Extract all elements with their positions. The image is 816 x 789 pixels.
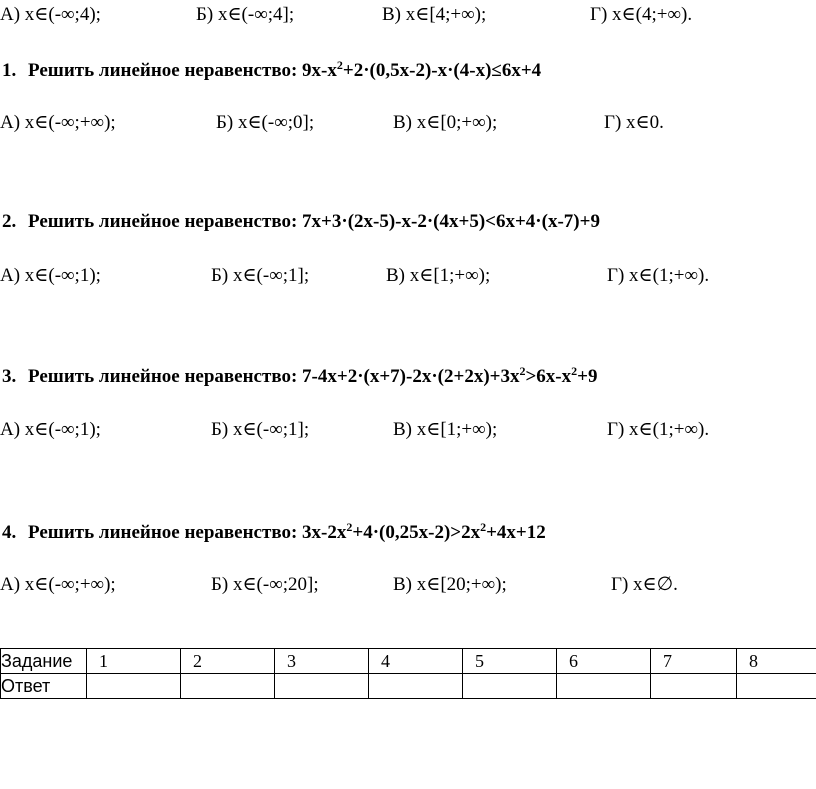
task-number-cell: 2 bbox=[181, 649, 275, 674]
question-number: 4. bbox=[2, 522, 17, 543]
answer-cell[interactable] bbox=[651, 674, 737, 699]
answer-cell[interactable] bbox=[369, 674, 463, 699]
question-text-cont: +4x+12 bbox=[486, 522, 546, 543]
top-option-d: Г) x∈(4;+∞). bbox=[590, 4, 693, 25]
task-label: Задание bbox=[1, 649, 87, 674]
task-number-cell: 1 bbox=[87, 649, 181, 674]
question-text: Решить линейное неравенство: 7-4x+2·(x+7)-2x·(2+2x)+3x bbox=[28, 366, 520, 387]
option-d: Г) x∈∅. bbox=[611, 574, 678, 595]
task-number-cell: 5 bbox=[463, 649, 557, 674]
top-option-b: Б) x∈(-∞;4]; bbox=[196, 4, 295, 25]
option-b: Б) x∈(-∞;0]; bbox=[216, 112, 315, 133]
question-number: 2. bbox=[2, 211, 17, 232]
task-number-cell: 6 bbox=[557, 649, 651, 674]
question-number: 1. bbox=[2, 60, 17, 81]
task-row bbox=[1, 649, 816, 674]
option-a: А) x∈(-∞;1); bbox=[0, 265, 101, 286]
option-c: В) x∈[1;+∞); bbox=[386, 265, 491, 286]
option-c: В) x∈[20;+∞); bbox=[393, 574, 507, 595]
question-1-heading bbox=[2, 60, 541, 82]
answer-cell[interactable] bbox=[181, 674, 275, 699]
option-a: А) x∈(-∞;1); bbox=[0, 419, 101, 440]
option-d: Г) x∈0. bbox=[604, 112, 664, 133]
option-c: В) x∈[0;+∞); bbox=[393, 112, 498, 133]
question-3-heading bbox=[2, 366, 597, 388]
superscript: 2 bbox=[571, 364, 578, 378]
superscript: 2 bbox=[480, 520, 487, 534]
answer-cell[interactable] bbox=[275, 674, 369, 699]
option-b: Б) x∈(-∞;1]; bbox=[211, 265, 310, 286]
superscript: 2 bbox=[336, 58, 343, 72]
question-text-cont: +2·(0,5x-2)-x·(4-x)≤6x+4 bbox=[342, 60, 542, 81]
task-number-cell: 3 bbox=[275, 649, 369, 674]
option-d: Г) x∈(1;+∞). bbox=[607, 419, 710, 440]
task-number-cell: 4 bbox=[369, 649, 463, 674]
task-number-cell: 8 bbox=[737, 649, 816, 674]
question-text-cont: +4·(0,25x-2)>2x bbox=[352, 522, 481, 543]
answer-row bbox=[1, 674, 816, 699]
answer-cell[interactable] bbox=[737, 674, 816, 699]
question-text: Решить линейное неравенство: 7x+3·(2x-5)-x-2·(4x+5)<6x+4·(x-7)+9 bbox=[28, 211, 600, 232]
answer-label: Ответ bbox=[1, 674, 87, 699]
option-b: Б) x∈(-∞;20]; bbox=[211, 574, 319, 595]
answer-cell[interactable] bbox=[87, 674, 181, 699]
superscript: 2 bbox=[519, 364, 526, 378]
answer-table bbox=[0, 648, 816, 699]
top-option-a: А) x∈(-∞;4); bbox=[0, 4, 101, 25]
question-2-heading bbox=[2, 211, 600, 233]
question-text: Решить линейное неравенство: 9x-x bbox=[28, 60, 337, 81]
superscript: 2 bbox=[346, 520, 353, 534]
question-number: 3. bbox=[2, 366, 17, 387]
option-c: В) x∈[1;+∞); bbox=[393, 419, 498, 440]
task-number-cell: 7 bbox=[651, 649, 737, 674]
question-4-heading bbox=[2, 522, 546, 544]
question-text: Решить линейное неравенство: 3x-2x bbox=[28, 522, 347, 543]
option-d: Г) x∈(1;+∞). bbox=[607, 265, 710, 286]
answer-cell[interactable] bbox=[463, 674, 557, 699]
question-text-cont: +9 bbox=[577, 366, 598, 387]
option-a: А) x∈(-∞;+∞); bbox=[0, 112, 116, 133]
answer-cell[interactable] bbox=[557, 674, 651, 699]
option-a: А) x∈(-∞;+∞); bbox=[0, 574, 116, 595]
top-option-c: В) x∈[4;+∞); bbox=[382, 4, 487, 25]
option-b: Б) x∈(-∞;1]; bbox=[211, 419, 310, 440]
question-text-cont: >6x-x bbox=[525, 366, 572, 387]
